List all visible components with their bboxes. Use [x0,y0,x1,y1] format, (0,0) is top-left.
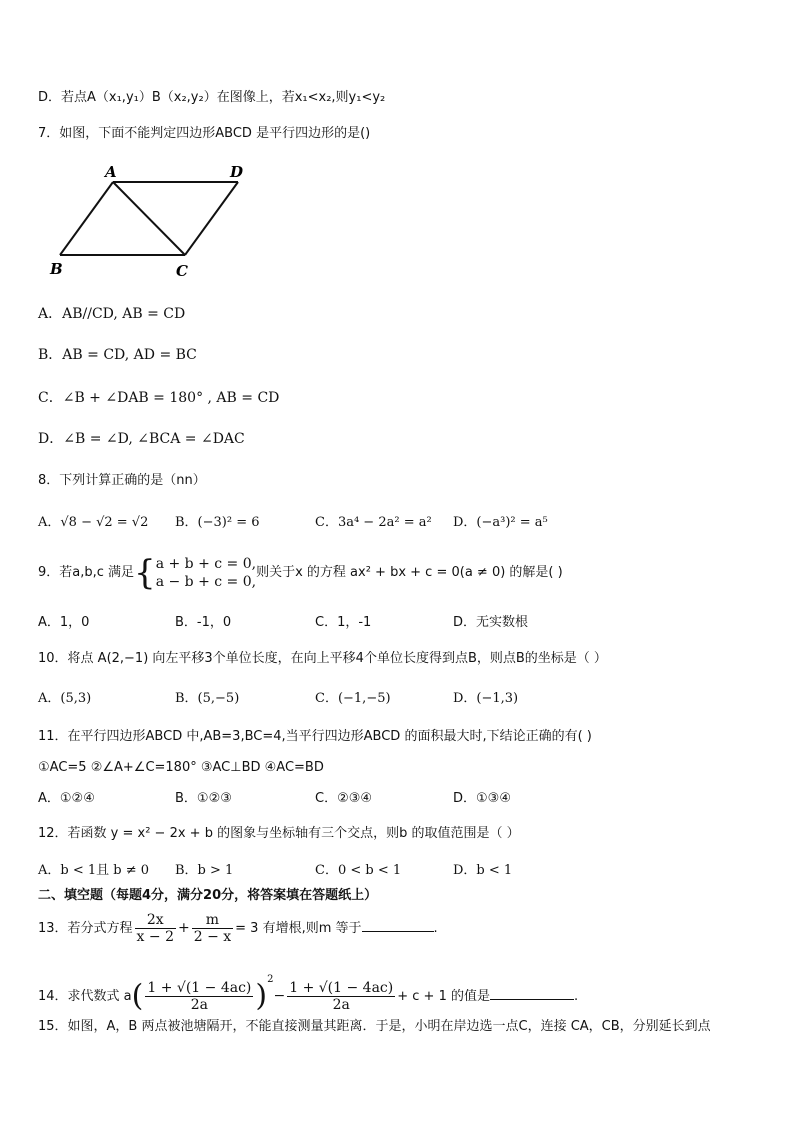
q13-suffix: = 3 有增根,则m 等于 [235,921,362,936]
q13-f2-den: 2 − x [193,929,232,945]
q8-option-b: B．(−3)² = 6 [175,515,260,530]
q11-option-d: D．①③④ [453,791,511,806]
vertex-label-a: A [105,163,117,181]
q9-system [156,555,256,591]
edge-dc [185,182,238,255]
q6-option-d: D．若点A（x₁,y₁）B（x₂,y₂）在图像上，若x₁<x₂,则y₁<y₂ [38,90,386,105]
q14-paren-close: ) [255,978,268,1014]
section-2-title: 二、填空题（每题4分，满分20分，将答案填在答题纸上） [38,888,378,903]
q11-option-c: C．②③④ [315,791,373,806]
q14-suffix: + c + 1 的值是 [397,989,490,1004]
q11-stem: 11．在平行四边形ABCD 中,AB=3,BC=4,当平行四边形ABCD 的面积最大时,下结论正确的有( ) [38,729,592,744]
q14-minus: − [273,988,286,1004]
parallelogram-figure [48,160,258,285]
q14-fraction-1 [145,980,253,1013]
q9-option-d: D．无实数根 [453,615,529,630]
q7-option-d: D．∠B = ∠D, ∠BCA = ∠DAC [38,431,245,447]
q13 [38,910,438,947]
q10-option-a: A．(5,3) [38,691,92,706]
q14-paren-open: ( [131,978,144,1014]
q12-option-c: C．0 < b < 1 [315,863,402,878]
q14-end: . [573,989,579,1004]
vertex-label-d: D [230,163,244,181]
q13-f1-num: 2x [135,912,176,929]
q10-option-b: B．(5,−5) [175,691,240,706]
q13-prefix: 13．若分式方程 [38,921,133,936]
q7-option-b: B．AB = CD, AD = BC [38,347,197,363]
q8-option-a: A．√8 − √2 = √2 [38,515,149,530]
edge-ab [60,182,113,255]
q14-answer-blank[interactable] [490,987,574,1000]
q9-option-c: C．1，-1 [315,615,372,630]
q14-f1-num: 1 + √(1 − 4ac) [147,980,252,996]
q12-option-d: D．b < 1 [453,863,513,878]
q7-stem: 7．如图，下面不能判定四边形ABCD 是平行四边形的是() [38,126,371,141]
q10-option-d: D．(−1,3) [453,691,519,706]
q14-fraction-2 [287,980,395,1013]
q9-option-a: A．1，0 [38,615,90,630]
q12-option-b: B．b > 1 [175,863,234,878]
q9-option-b: B．-1，0 [175,615,232,630]
q9-eq2: a − b + c = 0, [155,574,257,590]
vertex-label-c: C [176,262,188,280]
q8-option-d: D．(−a³)² = a⁵ [453,515,548,530]
q12-option-a: A．b < 1且 b ≠ 0 [38,863,150,878]
q10-stem: 10．将点 A(2,−1) 向左平移3个单位长度，在向上平移4个单位长度得到点B，则点B的坐标是（ ） [38,651,607,666]
q14 [38,960,578,1017]
q15-stem: 15．如图，A，B 两点被池塘隔开，不能直接测量其距离．于是，小明在岸边选一点C，连接 CA，CB，分别延长到点 [38,1019,711,1034]
q10-option-c: C．(−1,−5) [315,691,391,706]
q13-fraction-1 [135,912,176,945]
q9-stem [38,555,563,591]
q14-square: 2 [267,974,274,985]
q9-prefix: 9．若a,b,c 满足 [38,565,135,580]
q14-f2-num: 1 + √(1 − 4ac) [289,980,394,996]
q13-f1-den: x − 2 [136,929,174,945]
q8-stem: 8．下列计算正确的是（nn） [38,473,206,488]
q11-option-b: B．①②③ [175,791,232,806]
q14-f2-den: 2a [332,997,350,1013]
q7-option-c: C．∠B + ∠DAB = 180° , AB = CD [38,390,280,406]
q12-stem: 12．若函数 y = x² − 2x + b 的图象与坐标轴有三个交点，则b 的取值范围是（ ） [38,826,520,841]
q14-f1-den: 2a [190,997,209,1013]
q11-option-a: A．①②④ [38,791,95,806]
q11-conditions: ①AC=5 ②∠A+∠C=180° ③AC⊥BD ④AC=BD [38,760,324,775]
q9-eq1: a + b + c = 0, [155,556,257,572]
q13-f2-num: m [192,912,233,929]
vertex-label-b: B [50,260,63,278]
q13-end: . [433,921,438,936]
q13-answer-blank[interactable] [362,919,434,932]
q8-option-c: C．3a⁴ − 2a² = a² [315,515,432,530]
diagonal-ac [113,182,185,255]
q13-fraction-2 [192,912,233,945]
q9-brace: { [134,553,156,593]
q13-plus: + [177,920,190,936]
q9-suffix: 则关于x 的方程 ax² + bx + c = 0(a ≠ 0) 的解是( ) [256,565,563,580]
q7-option-a: A．AB//CD, AB = CD [38,306,186,322]
q14-prefix: 14．求代数式 a [38,989,132,1004]
